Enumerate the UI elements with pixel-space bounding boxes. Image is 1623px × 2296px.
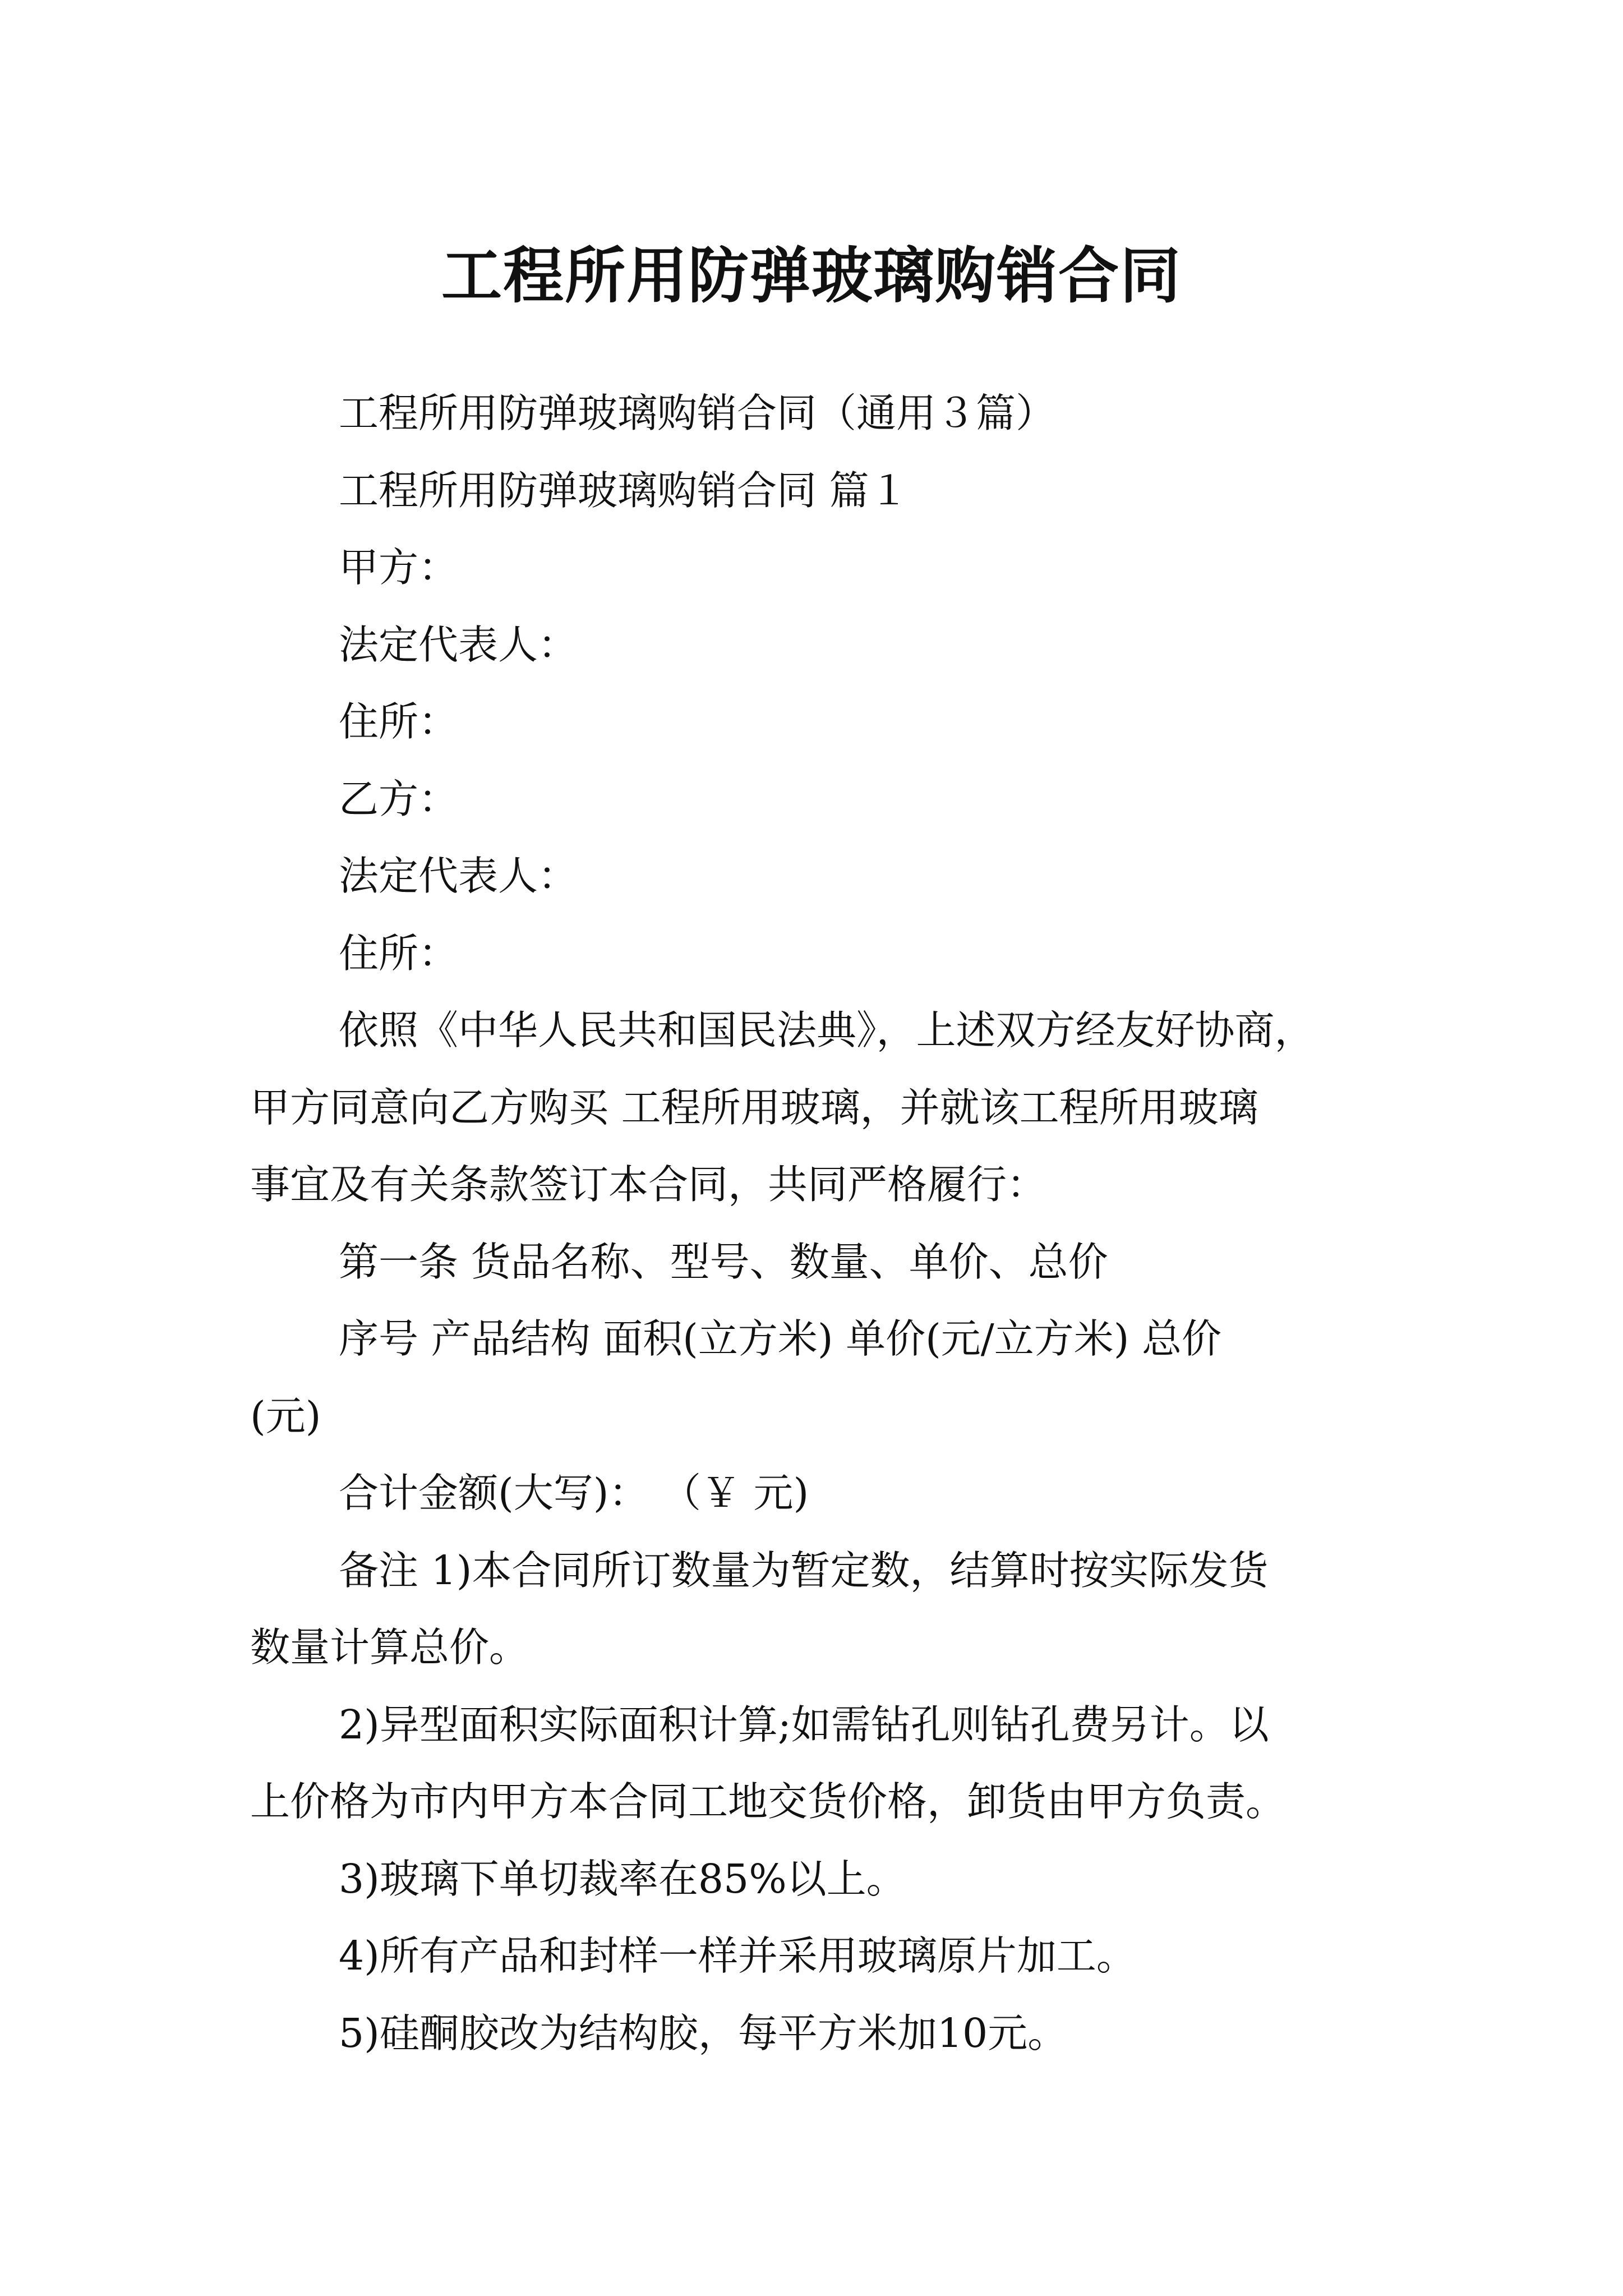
paragraph-line: 备注 1)本合同所订数量为暂定数，结算时按实际发货 <box>339 1547 1269 1594</box>
paragraph-line: 事宜及有关条款签订本合同，共同严格履行： <box>250 1161 1047 1208</box>
paragraph-line: 2)异型面积实际面积计算;如需钻孔则钻孔费另计。以 <box>339 1701 1269 1748</box>
paragraph-line: 法定代表人： <box>339 853 578 899</box>
paragraph-line: 工程所用防弹玻璃购销合同（通用３篇） <box>339 390 1056 436</box>
paragraph-line: 法定代表人： <box>339 621 578 668</box>
paragraph-line: 依照《中华人民共和国民法典》，上述双方经友好协商， <box>339 1007 1315 1053</box>
paragraph-line: 住所： <box>339 698 459 745</box>
paragraph-line: (元) <box>250 1392 321 1439</box>
paragraph-line: 合计金额(大写)： （￥ 元) <box>339 1470 809 1516</box>
paragraph-line: 序号 产品结构 面积(立方米) 单价(元/立方米) 总价 <box>339 1315 1221 1362</box>
paragraph-line: 第一条 货品名称、型号、数量、单价、总价 <box>339 1238 1108 1285</box>
paragraph-line: 住所： <box>339 930 459 977</box>
paragraph-line: 3)玻璃下单切裁率在85%以上。 <box>339 1855 906 1902</box>
paragraph-line: 5)硅酮胶改为结构胶，每平方米加10元。 <box>339 2009 1068 2056</box>
paragraph-line: 上价格为市内甲方本合同工地交货价格，卸货由甲方负责。 <box>250 1778 1286 1825</box>
document-title: 工程所用防弹玻璃购销合同 <box>441 241 1182 312</box>
paragraph-line: 4)所有产品和封样一样并采用玻璃原片加工。 <box>339 1932 1136 1979</box>
paragraph-line: 工程所用防弹玻璃购销合同 篇１ <box>339 467 909 514</box>
document-body <box>250 375 1390 2072</box>
paragraph-line: 乙方： <box>339 775 459 822</box>
paragraph-line: 数量计算总价。 <box>250 1624 529 1671</box>
paragraph-line: 甲方同意向乙方购买 工程所用玻璃，并就该工程所用玻璃 <box>250 1084 1258 1131</box>
paragraph-line: 甲方： <box>339 544 459 591</box>
